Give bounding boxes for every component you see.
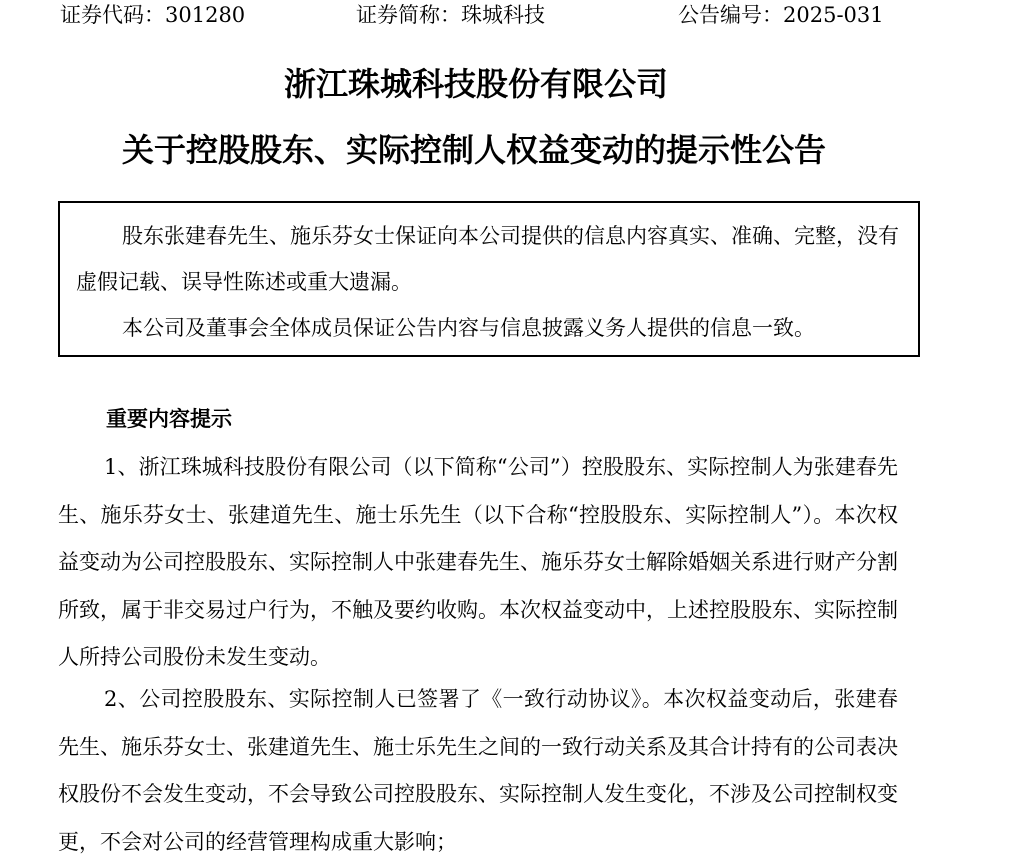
paragraph-1: 1、浙江珠城科技股份有限公司（以下简称“公司”）控股股东、实际控制人为张建春先生、施乐芬女士、张建道先生、施士乐先生（以下合称“控股股东、实际控制人”）。本次权益变动为公司控股股东、实际控制人中张建春先生、施乐芬女士解除婚姻关系进行财产分割所致，属于非交易过户行为，不触及要约收购。本次权益变动中，上述控股股东、实际控制人所持公司股份未发生变动。: [58, 455, 898, 669]
section-heading: 重要内容提示: [106, 407, 232, 431]
notice-number: 公告编号：2025-031: [678, 3, 884, 27]
security-code: 证券代码：301280: [60, 3, 246, 27]
statement-box: [58, 201, 920, 357]
security-abbreviation: 证券简称：珠城科技: [356, 3, 545, 27]
announcement-header: [60, 0, 960, 34]
statement-line-1: 股东张建春先生、施乐芬女士保证向本公司提供的信息内容真实、准确、完整，没有虚假记载、误导性陈述或重大遗漏。: [76, 224, 899, 294]
statement-line-2: 本公司及董事会全体成员保证公告内容与信息披露义务人提供的信息一致。: [122, 316, 815, 340]
company-title: 浙江珠城科技股份有限公司: [283, 65, 668, 103]
paragraph-2: 2、公司控股股东、实际控制人已签署了《一致行动协议》。本次权益变动后，张建春先生、施乐芬女士、张建道先生、施士乐先生之间的一致行动关系及其合计持有的公司表决权股份不会发生变动，不会导致公司控股股东、实际控制人发生变化，不涉及公司控制权变更，不会对公司的经营管理构成重大影响；: [58, 687, 898, 854]
announcement-title: 关于控股股东、实际控制人权益变动的提示性公告: [121, 131, 826, 169]
